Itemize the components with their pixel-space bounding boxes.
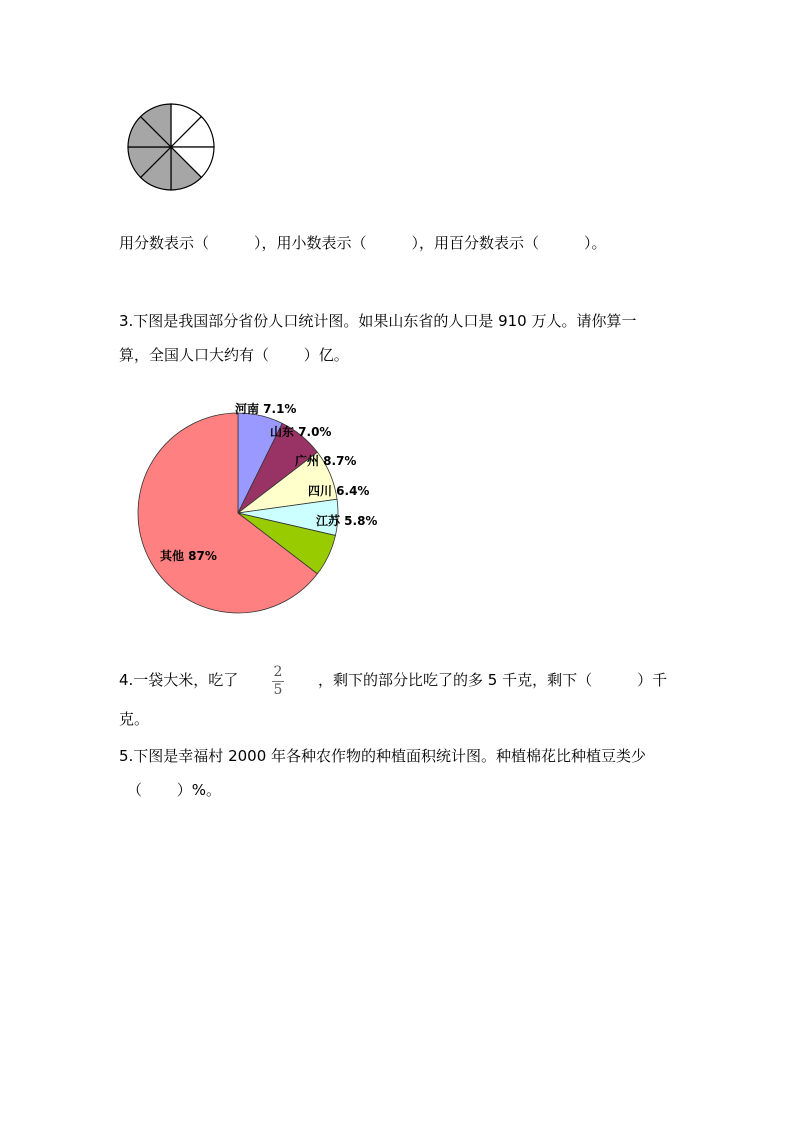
q5-line1: 5.下图是幸福村 2000 年各种农作物的种植面积统计图。种植棉花比种植豆类少 xyxy=(119,747,647,765)
q4-text-after: ，剩下的部分比吃了的多 5 千克，剩下（ ）千 xyxy=(318,671,668,689)
pie-label-河南: 河南 7.1% xyxy=(235,402,297,416)
q2-text: 用分数表示（ ），用小数表示（ ），用百分数表示（ ）。 xyxy=(119,234,607,252)
q5-line2: （ ）%。 xyxy=(127,781,222,799)
pie-label-山东: 山东 7.0% xyxy=(270,425,332,439)
fraction-numerator: 2 xyxy=(273,664,283,680)
fraction-circle-figure xyxy=(124,100,218,194)
q3-line1: 3.下图是我国部分省份人口统计图。如果山东省的人口是 910 万人。请你算一 xyxy=(119,312,637,330)
pie-label-其他: 其他 87% xyxy=(160,549,217,563)
pie-slices xyxy=(138,413,338,613)
pie-label-江苏: 江苏 5.8% xyxy=(316,514,378,528)
q4-text-before: 4.一袋大米，吃了 xyxy=(119,671,239,689)
fraction-two-fifths xyxy=(268,664,288,699)
population-pie-chart xyxy=(120,395,420,620)
q3-line2: 算，全国人口大约有（ ）亿。 xyxy=(119,346,349,364)
q4-line2: 克。 xyxy=(119,710,150,728)
pie-label-四川: 四川 6.4% xyxy=(308,484,370,498)
fraction-denominator: 5 xyxy=(273,682,283,698)
pie-label-广州: 广州 8.7% xyxy=(295,454,357,468)
